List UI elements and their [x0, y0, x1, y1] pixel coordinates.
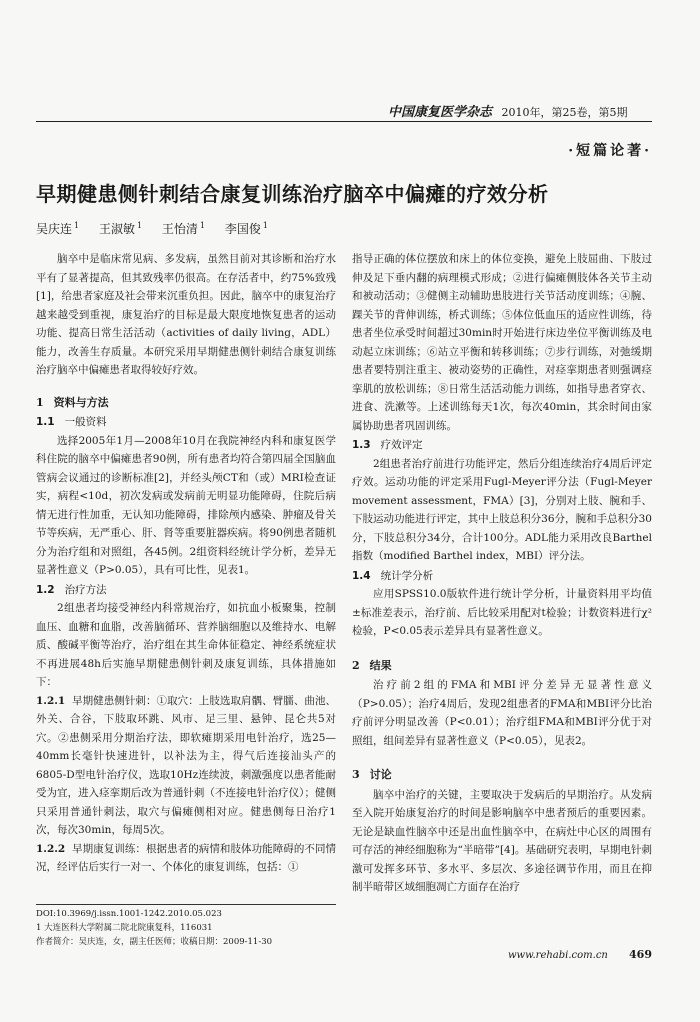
author: 李国俊 $^1$: [224, 221, 268, 236]
subsection-heading: 1.2 治疗方法: [36, 583, 107, 596]
section-heading: 1 资料与方法: [36, 395, 109, 409]
subsection-heading: 1.1 一般资料: [36, 416, 107, 428]
footer-url: www.rehabi.com.cn: [508, 950, 608, 961]
section-heading: 2 结果: [352, 658, 392, 672]
body-paragraph-continued: 指导正确的体位摆放和床上的体位变换，避免上肢屈曲、下肢过伸及足下垂内翻的病理模式形成；②进行偏瘫侧肢体各关节主动和被动活动；③健侧主动辅助患肢进行关节活动度训练；④腕、踝关节的背伸训练，桥式训练；⑤体位低血压的适应性训练，待患者坐位承受时间超过30min时开始进行床边坐位平衡训练及电动起立床训练；⑥站立平衡和转移训练；⑦步行训练，对弛缓期患者要特别注重主、被动姿势的正确性，对痉挛期患者则强调痉挛肌的放松训练；⑧日常生活活动能力训练，如指导患者穿衣、进食、洗漱等。上述训练每天1次，每次40min，其余时间由家属协助患者巩固训练。: [352, 253, 652, 432]
footnotes: [36, 904, 336, 949]
body-paragraph: 选择2005年1月—2008年10月在我院神经内科和康复医学科住院的脑卒中偏瘫患者90例，所有患者均符合第四届全国脑血管病会议通过的诊断标准[2]，并经头颅CT和（或）MRI检查证实，病程<10d，初次发病或发病前无明显功能障碍，住院后病情无进行性加重，无认知功能障碍，排除颅内感染、肿瘤及骨关节等疾病，无严重心、肝、肾等重要脏器疾病。将90例患者随机分为治疗组和对照组，各45例。2组资料经统计学分析，差异无显著性意义（P>0.05），具有可比性，见表1。: [36, 434, 336, 576]
left-column: [36, 250, 336, 877]
header-rule: [36, 121, 652, 122]
body-paragraph: 脑卒中治疗的关键，主要取决于发病后的早期治疗。从发病至入院开始康复治疗的时间是影响脑卒中患者预后的重要因素。无论是缺血性脑卒中还是出血性脑卒中，在病灶中心区的周围有可存活的神经细胞称为“半暗带”[4]。基础研究表明，早期电针刺激可发挥多环节、多水平、多层次、多途径调节作用，而且在抑制半暗带区域细胞凋亡方面存在治疗: [352, 788, 652, 893]
subsection-heading: 1.4 统计学分析: [352, 569, 434, 582]
body-paragraph: 1.2.2 早期康复训练：根据患者的病情和肢体功能障碍的不同情况，经评估后实行一对一、个体化的康复训练，包括：①: [36, 842, 336, 873]
body-paragraph: 治疗前2组的FMA和MBI评分差异无显著性意义（P>0.05）；治疗4周后，发现2组患者的FMA和MBI评分比治疗前评分明显改善（P<0.01）；治疗组FMA和MBI评分优于对照组，组间差异有显著性意义（P<0.05），见表2。: [352, 679, 652, 747]
body-paragraph: 应用SPSS10.0版软件进行统计学分析，计量资料用平均值±标准差表示，治疗前、后比较采用配对t检验；计数资料进行χ²检验，P<0.05表示差异具有显著性意义。: [352, 588, 652, 637]
doi: DOI:10.3969/j.issn.1001-1242.2010.05.023: [36, 909, 222, 919]
subsection-heading: 1.3 疗效评定: [352, 439, 423, 451]
body-paragraph: 2组患者治疗前进行功能评定，然后分组连续治疗4周后评定疗效。运动功能的评定采用Fugl-Meyer评分法（Fugl-Meyer movement assessment，FMA）[3]，分别对上肢、腕和手、下肢运动功能进行评定，其中上肢总积分36分，腕和手总积分30分，下肢总积分34分，合计100分。ADL能力采用改良Barthel指数（modified Barthel index，MBI）评分法。: [352, 457, 652, 562]
author: 王怡清 $^1$: [161, 221, 205, 236]
running-header: [388, 101, 648, 120]
body-paragraph: 1.2.1 早期健患侧针刺：①取穴：上肢选取肩髃、臂臑、曲池、外关、合谷，下肢取环跳、风市、足三里、悬钟、昆仑共5对穴。②患侧采用分期治疗法，即软瘫期采用电针治疗，选25—40mm长毫针快速进针，以补法为主，得气后连接汕头产的6805-D型电针治疗仪，选取10Hz连续波，刺激强度以患者能耐受为宜，进入痉挛期后改为普通针刺（不连接电针治疗仪）；健侧只采用普通针刺法，取穴与偏瘫侧相对应。健患侧每日治疗1次，每次30min，每周5次。: [36, 694, 337, 836]
affiliation-note: 1 大连医科大学附属二院北院康复科，116031: [36, 923, 213, 933]
article-title: 早期健患侧针刺结合康复训练治疗脑卒中偏瘫的疗效分析: [36, 182, 549, 206]
body-paragraph: 2组患者均接受神经内科常规治疗，如抗血小板聚集，控制血压、血糖和血脂，改善脑循环、营养脑细胞以及维持水、电解质、酸碱平衡等治疗，治疗组在其生命体征稳定、神经系统症状不再进展48h后实施早期健患侧针刺及康复训练，具体措施如下：: [36, 602, 336, 688]
author: 王淑敏 $^1$: [98, 221, 143, 236]
section-heading: 3 讨论: [352, 768, 392, 781]
author-note: 作者简介：吴庆连，女，副主任医师；收稿日期：2009-11-30: [36, 937, 273, 947]
footnote-rule: [36, 904, 336, 905]
issue-info: 2010年，第25卷，第5期: [501, 106, 628, 119]
journal-name: 中国康复医学杂志: [388, 105, 493, 120]
section-tag: ·短篇论著·: [568, 143, 652, 159]
author-list: [36, 220, 284, 237]
author: 吴庆连 $^1$: [36, 221, 80, 236]
page-number: 469: [629, 948, 652, 961]
intro-paragraph: 脑卒中是临床常见病、多发病，虽然目前对其诊断和治疗水平有了显著提高，但其致残率仍很高。在存活者中，约75%致残[1]，给患者家庭及社会带来沉重负担。因此，脑卒中的康复治疗越来越受到重视，康复治疗的目标是最大限度地恢复患者的运动功能、提高日常生活活动（activities of daily living，ADL）能力，改善生存质量。本研究采用早期健患侧针刺结合康复训练治疗脑卒中偏瘫患者取得较好疗效。: [36, 253, 336, 376]
right-column: [352, 250, 652, 897]
